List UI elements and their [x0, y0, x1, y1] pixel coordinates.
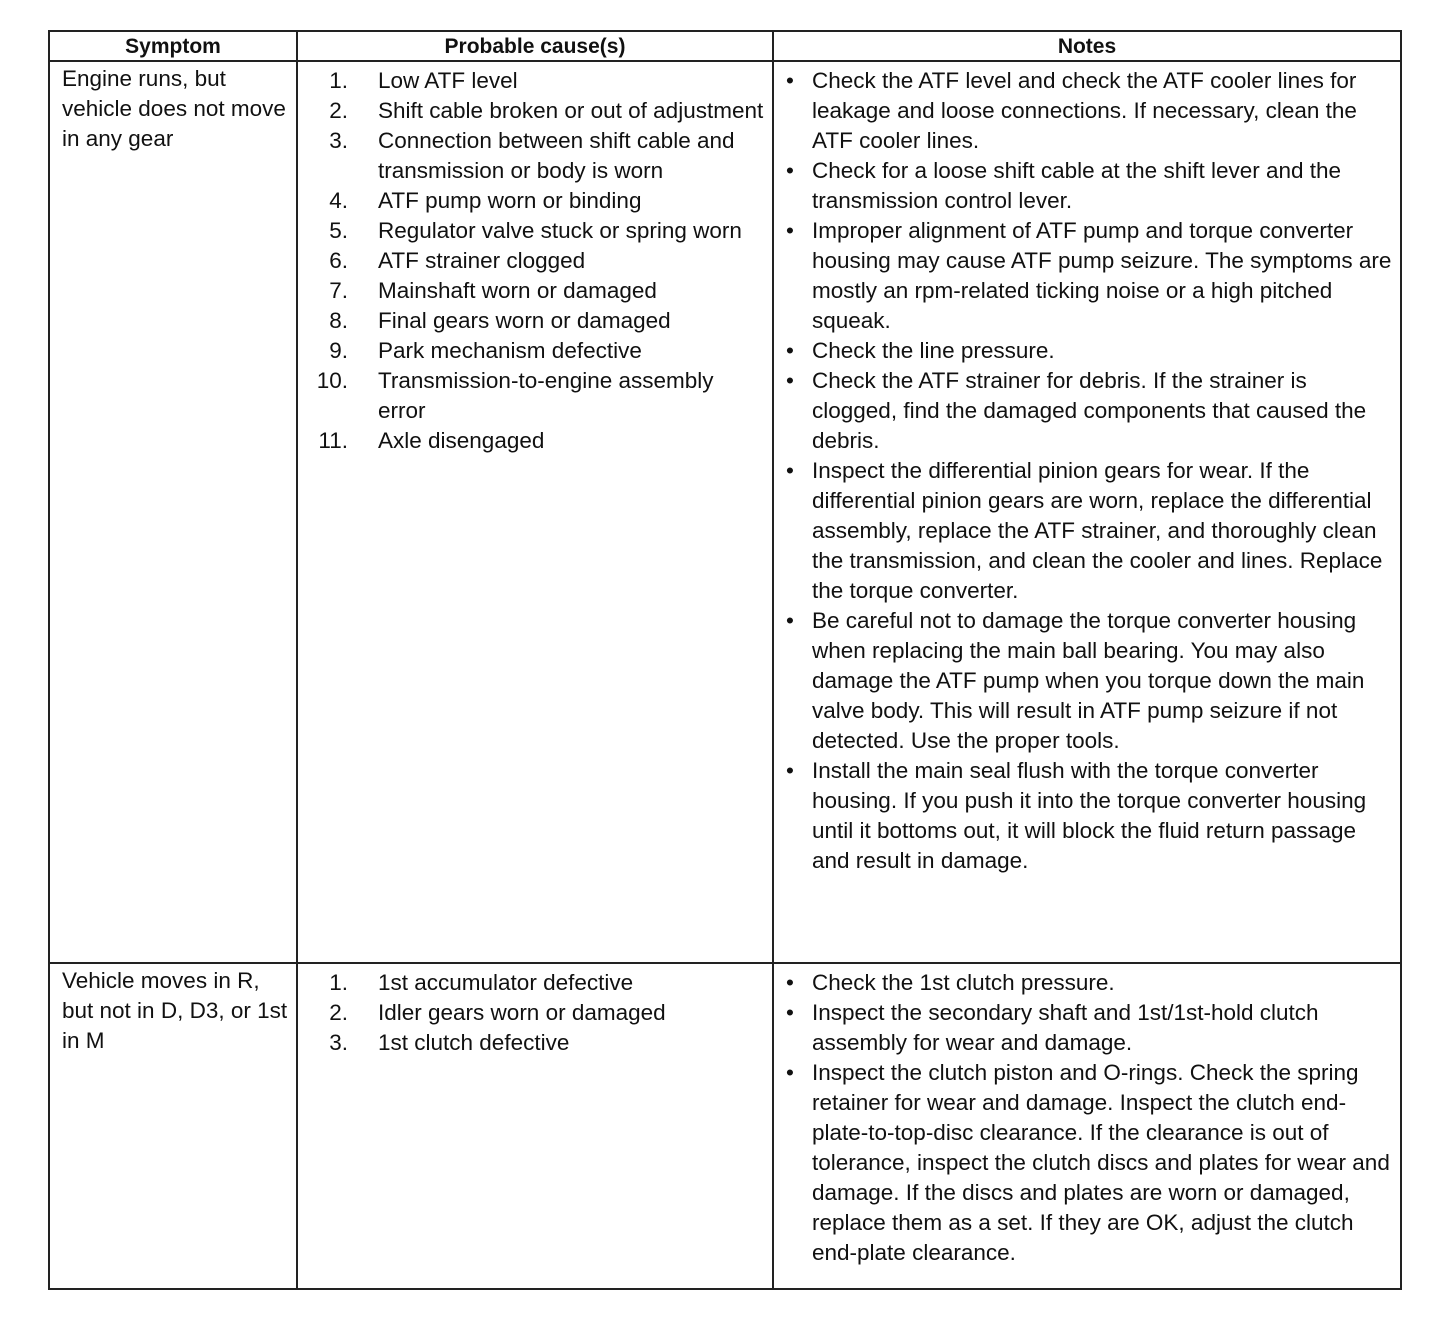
cause-text: Transmission-to-engine assembly error — [378, 368, 714, 423]
note-text: Check the ATF strainer for debris. If the strainer is clogged, find the damaged components that caused the debris. — [812, 368, 1367, 453]
bullet-icon: • — [786, 608, 794, 633]
note-text: Inspect the secondary shaft and 1st/1st-hold clutch assembly for wear and damage. — [812, 1000, 1319, 1055]
cause-item — [312, 1028, 766, 1058]
note-item — [786, 456, 1392, 606]
header-row — [49, 31, 1401, 61]
bullet-icon: • — [786, 68, 794, 93]
cause-number: 9. — [329, 338, 348, 363]
cause-number: 11. — [318, 428, 348, 453]
troubleshooting-table — [48, 30, 1402, 1290]
cause-text: 1st accumulator defective — [378, 970, 634, 995]
cause-number: 6. — [329, 248, 348, 273]
cause-number: 1. — [329, 970, 348, 995]
cause-item — [312, 216, 766, 246]
cause-text: Regulator valve stuck or spring worn — [378, 218, 742, 243]
note-text: Inspect the clutch piston and O-rings. Check the spring retainer for wear and damage. Inspect the clutch end-plate-to-top-disc clearance. If the clearance is out of tolerance, inspect the clutch discs and plates for wear and damage. If the discs and plates are worn or damaged, replace them as a set. If they are OK, adjust the clutch end-plate clearance. — [812, 1060, 1390, 1265]
note-text: Improper alignment of ATF pump and torque converter housing may cause ATF pump seizure. The symptoms are mostly an rpm-related ticking noise or a high pitched squeak. — [812, 218, 1392, 333]
cause-item — [312, 126, 766, 186]
causes-list — [298, 964, 772, 1058]
note-item — [786, 998, 1392, 1058]
cause-number: 10. — [316, 368, 348, 393]
probable-causes-cell — [297, 963, 773, 1289]
bullet-icon: • — [786, 458, 794, 483]
cause-number: 7. — [329, 278, 348, 303]
cause-text: Final gears worn or damaged — [378, 308, 671, 333]
cause-item — [312, 306, 766, 336]
cause-item — [312, 96, 766, 126]
symptom-cell — [49, 963, 297, 1289]
cause-item — [312, 366, 766, 426]
notes-list — [774, 62, 1400, 876]
bullet-icon: • — [786, 218, 794, 243]
table-body — [49, 61, 1401, 1289]
note-text: Check the line pressure. — [812, 338, 1055, 363]
notes-cell — [773, 61, 1401, 963]
bullet-icon: • — [786, 1060, 794, 1085]
notes-list — [774, 964, 1400, 1268]
note-text: Check for a loose shift cable at the shift lever and the transmission control lever. — [812, 158, 1342, 213]
bullet-icon: • — [786, 758, 794, 783]
bullet-icon: • — [786, 368, 794, 393]
note-item — [786, 606, 1392, 756]
cause-text: Low ATF level — [378, 68, 518, 93]
cause-text: Idler gears worn or damaged — [378, 1000, 666, 1025]
note-item — [786, 756, 1392, 876]
note-item — [786, 968, 1392, 998]
cause-item — [312, 186, 766, 216]
cause-text: 1st clutch defective — [378, 1030, 570, 1055]
note-text: Inspect the differential pinion gears for wear. If the differential pinion gears are worn, replace the differential assembly, replace the ATF strainer, and thoroughly clean the transmission, and clean the cooler and lines. Replace the torque converter. — [812, 458, 1383, 603]
cause-number: 3. — [329, 128, 348, 153]
note-text: Be careful not to damage the torque converter housing when replacing the main ball bearing. You may also damage the ATF pump when you torque down the main valve body. This will result in ATF pump seizure if not detected. Use the proper tools. — [812, 608, 1365, 753]
cause-number: 2. — [329, 98, 348, 123]
cause-number: 4. — [329, 188, 348, 213]
cause-item — [312, 246, 766, 276]
symptom-text: Vehicle moves in R, but not in D, D3, or 1st in M — [62, 968, 288, 1053]
note-item — [786, 366, 1392, 456]
note-item — [786, 66, 1392, 156]
bullet-icon: • — [786, 970, 794, 995]
cause-number: 8. — [329, 308, 348, 333]
note-text: Check the ATF level and check the ATF cooler lines for leakage and loose connections. If necessary, clean the ATF cooler lines. — [812, 68, 1357, 153]
note-item — [786, 216, 1392, 336]
note-text: Install the main seal flush with the torque converter housing. If you push it into the torque converter housing until it bottoms out, it will block the fluid return passage and result in damage. — [812, 758, 1367, 873]
cause-text: ATF pump worn or binding — [378, 188, 642, 213]
cause-text: Connection between shift cable and transmission or body is worn — [378, 128, 735, 183]
note-text: Check the 1st clutch pressure. — [812, 970, 1115, 995]
cause-text: Mainshaft worn or damaged — [378, 278, 657, 303]
table-row — [49, 963, 1401, 1289]
probable-causes-cell — [297, 61, 773, 963]
note-item — [786, 1058, 1392, 1268]
causes-list — [298, 62, 772, 456]
cause-text: Axle disengaged — [378, 428, 545, 453]
cause-number: 5. — [329, 218, 348, 243]
bullet-icon: • — [786, 1000, 794, 1025]
cause-item — [312, 276, 766, 306]
cause-item — [312, 968, 766, 998]
cause-text: Shift cable broken or out of adjustment — [378, 98, 764, 123]
cause-number: 1. — [329, 68, 348, 93]
cause-number: 2. — [329, 1000, 348, 1025]
note-item — [786, 156, 1392, 216]
bullet-icon: • — [786, 158, 794, 183]
cause-item — [312, 426, 766, 456]
header-probable-causes: Probable cause(s) — [297, 31, 773, 61]
note-item — [786, 336, 1392, 366]
table-row — [49, 61, 1401, 963]
cause-text: ATF strainer clogged — [378, 248, 586, 273]
header-symptom: Symptom — [49, 31, 297, 61]
symptom-text: Engine runs, but vehicle does not move in any gear — [62, 66, 286, 151]
cause-number: 3. — [329, 1030, 348, 1055]
cause-item — [312, 66, 766, 96]
cause-item — [312, 336, 766, 366]
cause-text: Park mechanism defective — [378, 338, 642, 363]
header-notes: Notes — [773, 31, 1401, 61]
symptom-cell — [49, 61, 297, 963]
bullet-icon: • — [786, 338, 794, 363]
notes-cell — [773, 963, 1401, 1289]
cause-item — [312, 998, 766, 1028]
